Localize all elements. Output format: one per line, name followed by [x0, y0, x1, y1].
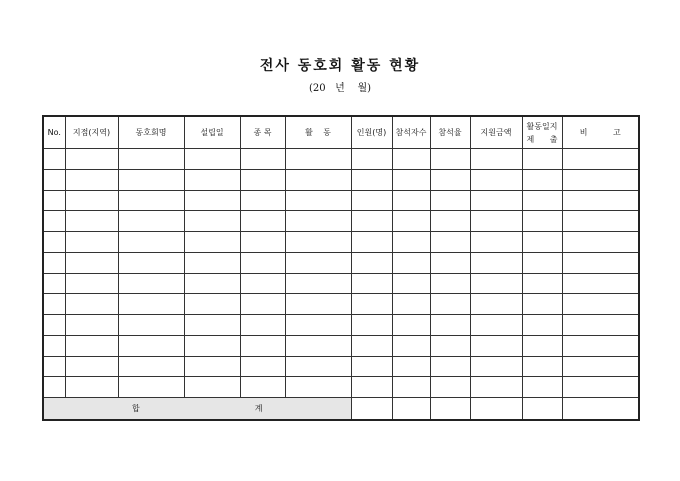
- cell-remarks[interactable]: [562, 356, 639, 377]
- cell-no[interactable]: [43, 169, 65, 190]
- cell-attendance-rate[interactable]: [430, 232, 470, 253]
- cell-no[interactable]: [43, 315, 65, 336]
- cell-no[interactable]: [43, 294, 65, 315]
- cell-remarks[interactable]: [562, 232, 639, 253]
- cell-activity[interactable]: [285, 190, 351, 211]
- cell-attendance-rate[interactable]: [430, 252, 470, 273]
- cell-members[interactable]: [351, 377, 392, 398]
- cell-attendees[interactable]: [392, 149, 430, 170]
- cell-founded[interactable]: [184, 377, 240, 398]
- cell-category[interactable]: [240, 294, 285, 315]
- cell-members[interactable]: [351, 315, 392, 336]
- table-body: [43, 149, 639, 398]
- cell-founded[interactable]: [184, 149, 240, 170]
- cell-club-name[interactable]: [118, 190, 184, 211]
- cell-attendees[interactable]: [392, 294, 430, 315]
- cell-attendees[interactable]: [392, 335, 430, 356]
- cell-support-amount[interactable]: [470, 315, 522, 336]
- cell-attendees[interactable]: [392, 190, 430, 211]
- table-row: [43, 252, 639, 273]
- cell-branch[interactable]: [65, 335, 118, 356]
- cell-no[interactable]: [43, 211, 65, 232]
- cell-support-amount[interactable]: [470, 356, 522, 377]
- total-remarks-cell[interactable]: [562, 398, 639, 421]
- cell-category[interactable]: [240, 252, 285, 273]
- cell-remarks[interactable]: [562, 315, 639, 336]
- cell-remarks[interactable]: [562, 169, 639, 190]
- cell-activity-log[interactable]: [522, 294, 562, 315]
- cell-support-amount[interactable]: [470, 294, 522, 315]
- cell-activity[interactable]: [285, 294, 351, 315]
- header-category: 종 목: [240, 116, 285, 149]
- header-activity-log-line1: 활동일지: [526, 121, 558, 131]
- header-founded: 설립일: [184, 116, 240, 149]
- cell-activity[interactable]: [285, 335, 351, 356]
- cell-activity[interactable]: [285, 356, 351, 377]
- cell-support-amount[interactable]: [470, 273, 522, 294]
- cell-no[interactable]: [43, 377, 65, 398]
- cell-no[interactable]: [43, 252, 65, 273]
- table-row: [43, 294, 639, 315]
- cell-no[interactable]: [43, 273, 65, 294]
- total-label-right: 계: [254, 404, 263, 413]
- cell-support-amount[interactable]: [470, 149, 522, 170]
- cell-category[interactable]: [240, 149, 285, 170]
- cell-club-name[interactable]: [118, 377, 184, 398]
- cell-attendance-rate[interactable]: [430, 273, 470, 294]
- cell-activity-log[interactable]: [522, 169, 562, 190]
- club-activity-table: [42, 115, 640, 421]
- cell-members[interactable]: [351, 356, 392, 377]
- cell-branch[interactable]: [65, 211, 118, 232]
- cell-branch[interactable]: [65, 149, 118, 170]
- header-attendance-rate: 참석율: [430, 116, 470, 149]
- total-attendees-cell[interactable]: [392, 398, 430, 421]
- document-title: 전사 동호회 활동 현황: [259, 58, 421, 74]
- cell-no[interactable]: [43, 149, 65, 170]
- cell-activity-log[interactable]: [522, 190, 562, 211]
- total-label-cell: [43, 398, 351, 421]
- cell-activity-log[interactable]: [522, 149, 562, 170]
- cell-remarks[interactable]: [562, 273, 639, 294]
- cell-attendees[interactable]: [392, 169, 430, 190]
- table-row: [43, 315, 639, 336]
- cell-club-name[interactable]: [118, 335, 184, 356]
- cell-club-name[interactable]: [118, 356, 184, 377]
- cell-no[interactable]: [43, 335, 65, 356]
- total-row: [43, 398, 639, 421]
- cell-founded[interactable]: [184, 315, 240, 336]
- cell-remarks[interactable]: [562, 335, 639, 356]
- cell-attendance-rate[interactable]: [430, 356, 470, 377]
- cell-activity-log[interactable]: [522, 315, 562, 336]
- cell-support-amount[interactable]: [470, 169, 522, 190]
- cell-no[interactable]: [43, 232, 65, 253]
- cell-support-amount[interactable]: [470, 232, 522, 253]
- cell-branch[interactable]: [65, 252, 118, 273]
- table-header-row: [43, 116, 639, 149]
- cell-category[interactable]: [240, 356, 285, 377]
- cell-remarks[interactable]: [562, 149, 639, 170]
- table-row: [43, 377, 639, 398]
- cell-club-name[interactable]: [118, 315, 184, 336]
- table-row: [43, 211, 639, 232]
- cell-attendance-rate[interactable]: [430, 149, 470, 170]
- cell-attendees[interactable]: [392, 315, 430, 336]
- table-row: [43, 190, 639, 211]
- cell-attendees[interactable]: [392, 273, 430, 294]
- cell-attendees[interactable]: [392, 356, 430, 377]
- cell-club-name[interactable]: [118, 273, 184, 294]
- header-activity: 활 동: [285, 116, 351, 149]
- cell-members[interactable]: [351, 335, 392, 356]
- cell-branch[interactable]: [65, 356, 118, 377]
- header-activity-log: [522, 116, 562, 149]
- cell-members[interactable]: [351, 232, 392, 253]
- cell-members[interactable]: [351, 190, 392, 211]
- cell-support-amount[interactable]: [470, 335, 522, 356]
- cell-members[interactable]: [351, 169, 392, 190]
- cell-members[interactable]: [351, 252, 392, 273]
- total-support-amount-cell[interactable]: [470, 398, 522, 421]
- cell-attendance-rate[interactable]: [430, 294, 470, 315]
- cell-no[interactable]: [43, 190, 65, 211]
- cell-activity-log[interactable]: [522, 356, 562, 377]
- cell-attendance-rate[interactable]: [430, 211, 470, 232]
- cell-members[interactable]: [351, 211, 392, 232]
- cell-activity-log[interactable]: [522, 377, 562, 398]
- cell-founded[interactable]: [184, 169, 240, 190]
- cell-category[interactable]: [240, 335, 285, 356]
- cell-category[interactable]: [240, 190, 285, 211]
- cell-activity-log[interactable]: [522, 252, 562, 273]
- header-branch: 지점(지역): [65, 116, 118, 149]
- cell-activity[interactable]: [285, 232, 351, 253]
- cell-activity-log[interactable]: [522, 273, 562, 294]
- cell-attendees[interactable]: [392, 232, 430, 253]
- header-support-amount: 지원금액: [470, 116, 522, 149]
- cell-branch[interactable]: [65, 294, 118, 315]
- cell-attendance-rate[interactable]: [430, 169, 470, 190]
- total-label-left: 합: [132, 404, 140, 413]
- cell-activity-log[interactable]: [522, 211, 562, 232]
- table-row: [43, 232, 639, 253]
- cell-branch[interactable]: [65, 190, 118, 211]
- table-row: [43, 169, 639, 190]
- cell-activity[interactable]: [285, 211, 351, 232]
- cell-founded[interactable]: [184, 356, 240, 377]
- total-activity-log-cell[interactable]: [522, 398, 562, 421]
- cell-category[interactable]: [240, 232, 285, 253]
- cell-branch[interactable]: [65, 169, 118, 190]
- cell-activity[interactable]: [285, 377, 351, 398]
- table-row: [43, 335, 639, 356]
- cell-club-name[interactable]: [118, 169, 184, 190]
- table-row: [43, 356, 639, 377]
- cell-category[interactable]: [240, 273, 285, 294]
- cell-founded[interactable]: [184, 252, 240, 273]
- cell-remarks[interactable]: [562, 377, 639, 398]
- header-remarks: 비 고: [562, 116, 639, 149]
- cell-category[interactable]: [240, 211, 285, 232]
- cell-support-amount[interactable]: [470, 377, 522, 398]
- cell-remarks[interactable]: [562, 190, 639, 211]
- header-members: 인원(명): [351, 116, 392, 149]
- cell-no[interactable]: [43, 356, 65, 377]
- cell-activity[interactable]: [285, 169, 351, 190]
- cell-remarks[interactable]: [562, 252, 639, 273]
- table-row: [43, 149, 639, 170]
- header-activity-log-line2: 제 출: [526, 134, 558, 144]
- cell-activity[interactable]: [285, 273, 351, 294]
- cell-founded[interactable]: [184, 335, 240, 356]
- cell-activity[interactable]: [285, 252, 351, 273]
- cell-branch[interactable]: [65, 273, 118, 294]
- document-period: (20 년 월): [308, 83, 372, 94]
- cell-support-amount[interactable]: [470, 211, 522, 232]
- cell-club-name[interactable]: [118, 252, 184, 273]
- cell-attendees[interactable]: [392, 211, 430, 232]
- cell-attendees[interactable]: [392, 252, 430, 273]
- cell-founded[interactable]: [184, 232, 240, 253]
- cell-branch[interactable]: [65, 232, 118, 253]
- cell-founded[interactable]: [184, 190, 240, 211]
- cell-remarks[interactable]: [562, 294, 639, 315]
- cell-activity[interactable]: [285, 315, 351, 336]
- cell-support-amount[interactable]: [470, 252, 522, 273]
- cell-club-name[interactable]: [118, 211, 184, 232]
- cell-club-name[interactable]: [118, 294, 184, 315]
- cell-club-name[interactable]: [118, 232, 184, 253]
- cell-attendees[interactable]: [392, 377, 430, 398]
- cell-attendance-rate[interactable]: [430, 315, 470, 336]
- cell-category[interactable]: [240, 315, 285, 336]
- cell-branch[interactable]: [65, 315, 118, 336]
- cell-attendance-rate[interactable]: [430, 377, 470, 398]
- cell-club-name[interactable]: [118, 149, 184, 170]
- cell-members[interactable]: [351, 294, 392, 315]
- cell-branch[interactable]: [65, 377, 118, 398]
- cell-category[interactable]: [240, 169, 285, 190]
- table-row: [43, 273, 639, 294]
- cell-activity[interactable]: [285, 149, 351, 170]
- header-no: No.: [43, 116, 65, 149]
- cell-activity-log[interactable]: [522, 232, 562, 253]
- cell-remarks[interactable]: [562, 211, 639, 232]
- cell-members[interactable]: [351, 149, 392, 170]
- cell-attendance-rate[interactable]: [430, 190, 470, 211]
- cell-category[interactable]: [240, 377, 285, 398]
- cell-members[interactable]: [351, 273, 392, 294]
- cell-support-amount[interactable]: [470, 190, 522, 211]
- cell-attendance-rate[interactable]: [430, 335, 470, 356]
- cell-founded[interactable]: [184, 273, 240, 294]
- header-attendees: 참석자수: [392, 116, 430, 149]
- total-members-cell[interactable]: [351, 398, 392, 421]
- cell-founded[interactable]: [184, 211, 240, 232]
- cell-activity-log[interactable]: [522, 335, 562, 356]
- cell-founded[interactable]: [184, 294, 240, 315]
- header-club-name: 동호회명: [118, 116, 184, 149]
- total-attendance-rate-cell[interactable]: [430, 398, 470, 421]
